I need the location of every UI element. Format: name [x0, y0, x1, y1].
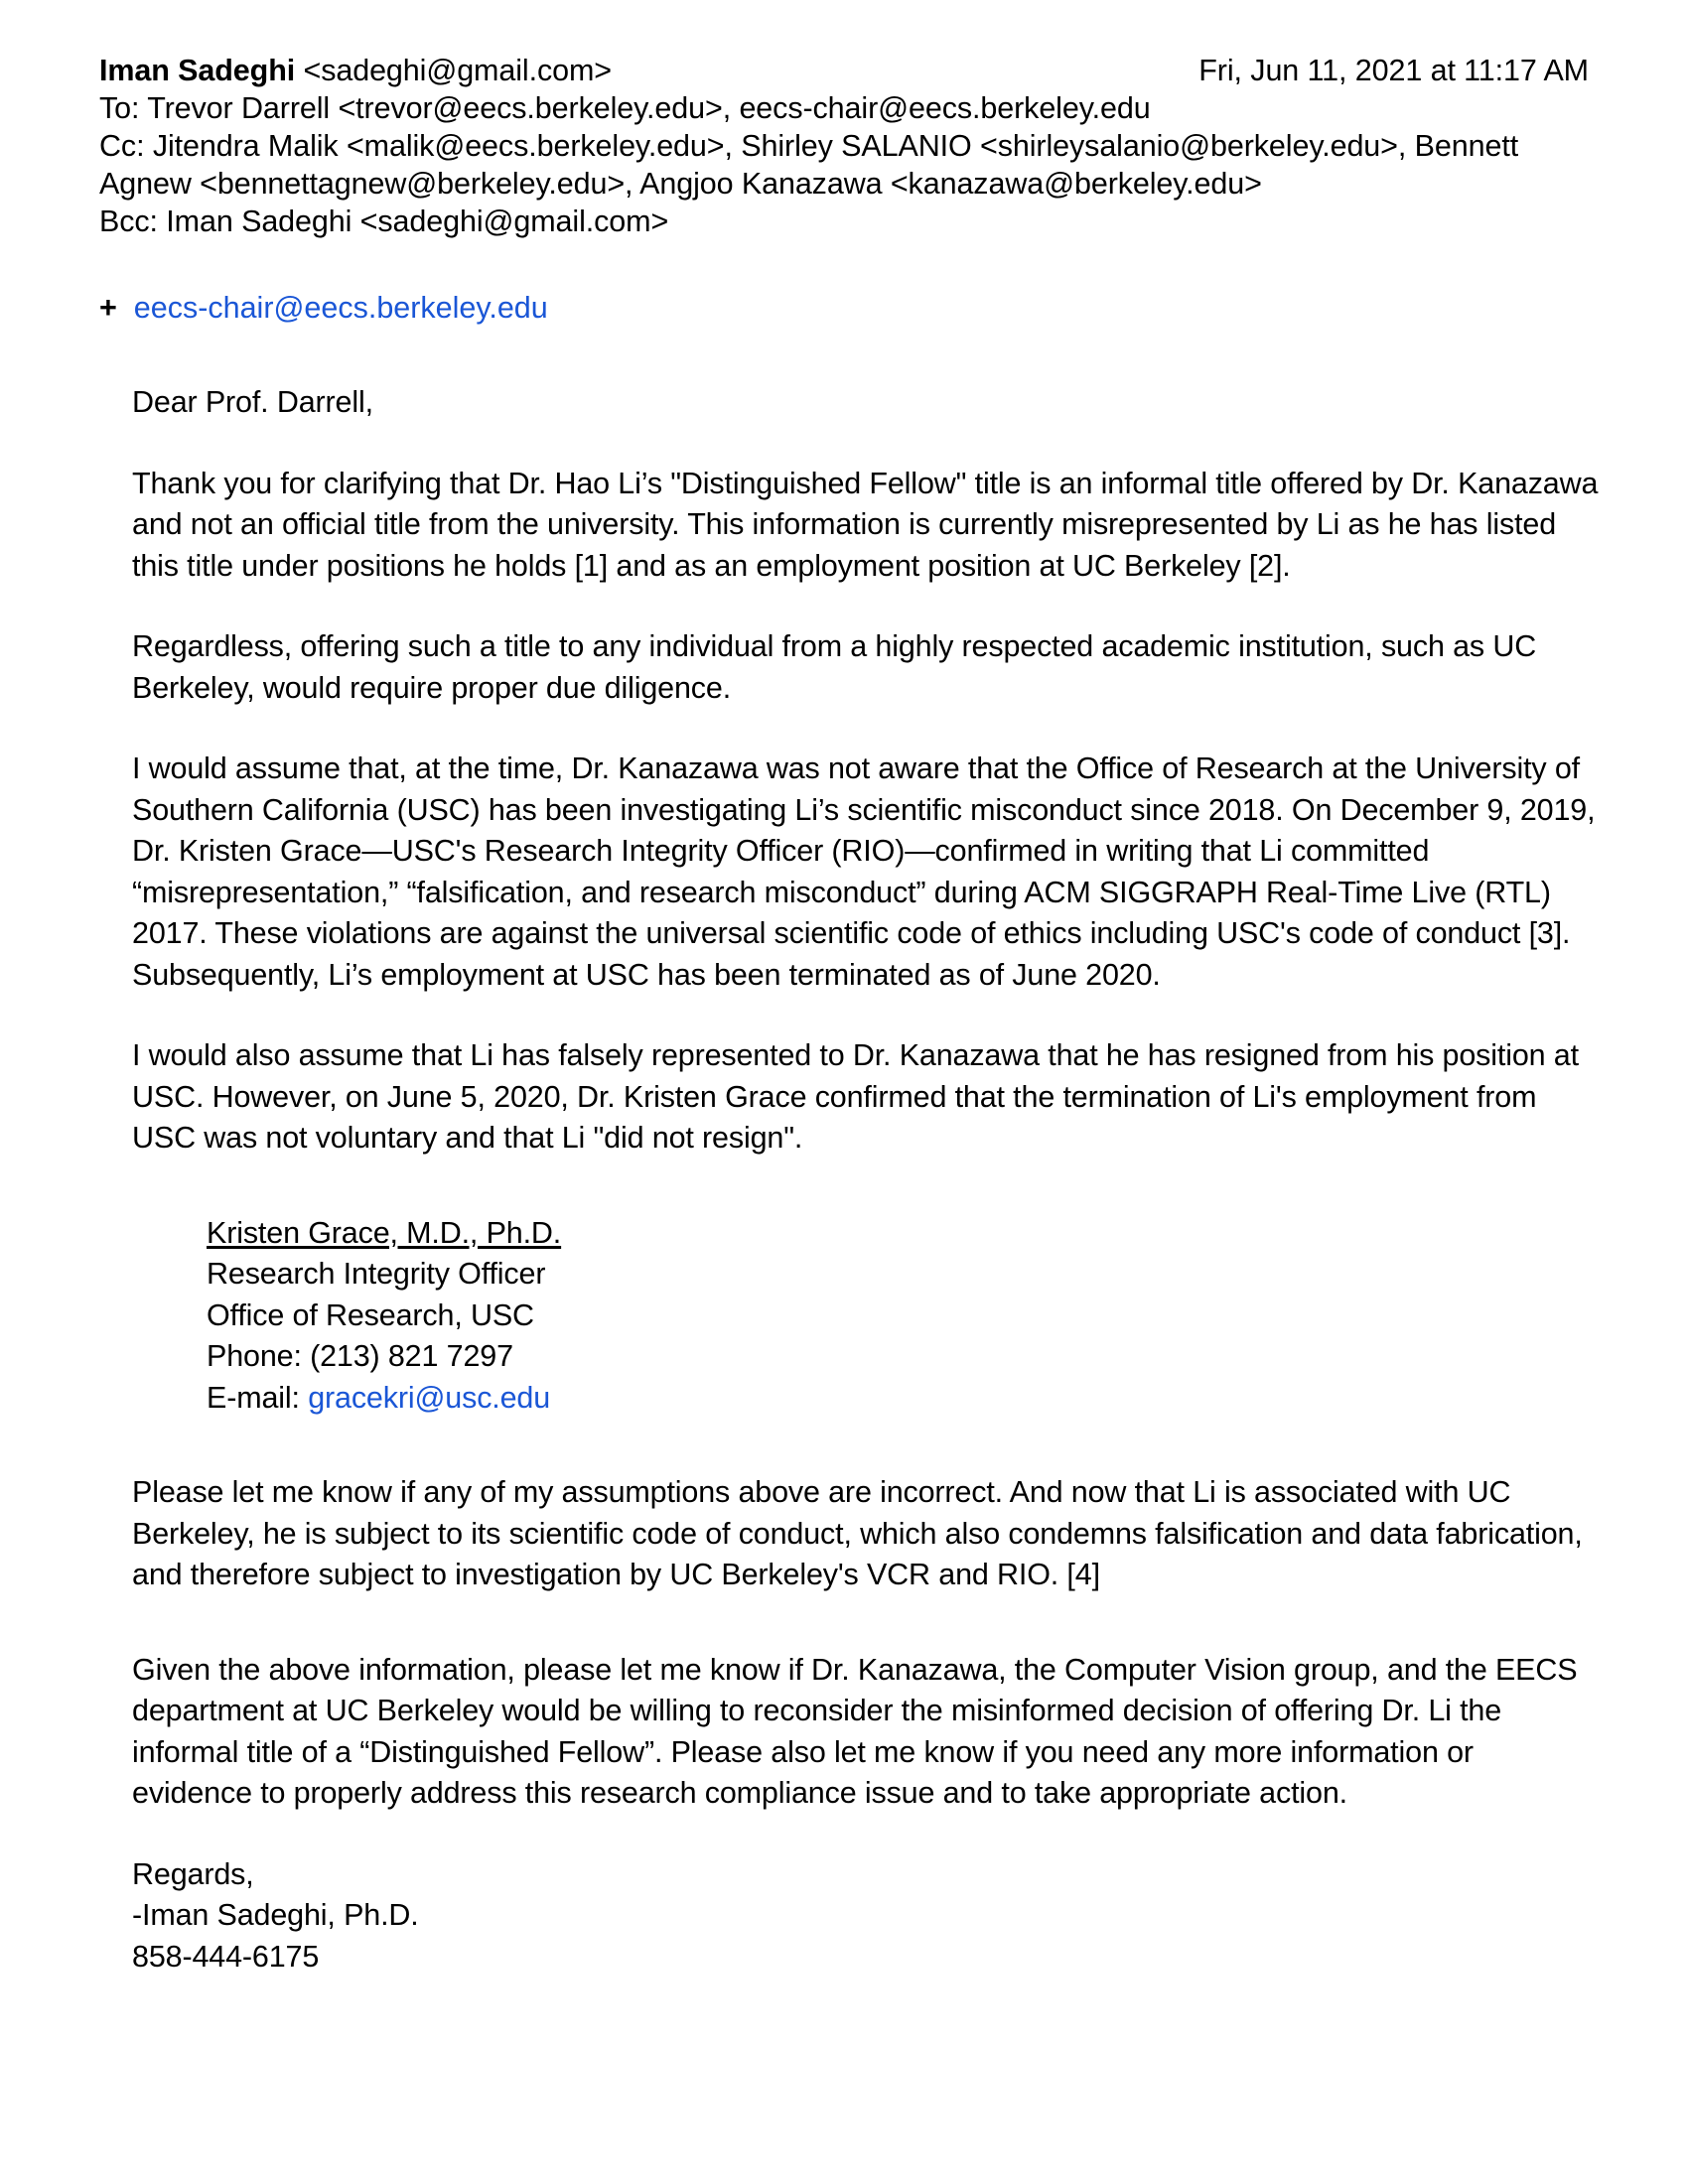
email-date: Fri, Jun 11, 2021 at 11:17 AM	[1198, 54, 1589, 87]
spacer	[132, 1596, 1602, 1650]
sender-address: <sadeghi@gmail.com>	[303, 54, 612, 87]
greeting-line: Dear Prof. Darrell,	[132, 385, 373, 419]
spacer	[132, 1419, 1602, 1472]
spacer	[132, 424, 1602, 464]
email-header	[99, 52, 1589, 240]
body-paragraph-6: Given the above information, please let me know if Dr. Kanazawa, the Computer Vision group, and the EECS department at UC Berkeley would be willing to reconsider the misinformed decision of offering Dr. Li the informal title of a “Distinguished Fellow”. Please also let me know if you need any more information or evidence to properly address this research compliance issue and to take appropriate action.	[132, 1652, 1578, 1810]
spacer	[132, 709, 1602, 749]
quoted-signature-name: Kristen Grace, M.D., Ph.D.	[207, 1215, 562, 1250]
header-top-row	[99, 52, 1589, 89]
recipient-cc-line: Cc: Jitendra Malik <malik@eecs.berkeley.edu>, Shirley SALANIO <shirleysalanio@berkeley.edu>, Bennett Agnew <bennettagnew@berkeley.edu>, Angjoo Kanazawa <kanazawa@berkeley.edu>	[99, 129, 1519, 201]
quoted-signature-email-row	[207, 1378, 1602, 1420]
body-paragraph-3: I would assume that, at the time, Dr. Kanazawa was not aware that the Office of Research at the University of Southern California (USC) has been investigating Li’s scientific misconduct since 2018. On December 9, 2019, Dr. Kristen Grace—USC's Research Integrity Officer (RIO)—confirmed in writing that Li committed “misrepresentation,” “falsification, and research misconduct” during ACM SIGGRAPH Real-Time Live (RTL) 2017. These violations are against the universal scientific code of ethics including USC's code of conduct [3]. Subsequently, Li’s employment at USC has been terminated as of June 2020.	[132, 751, 1596, 992]
added-recipient-link[interactable]: eecs-chair@eecs.berkeley.edu	[133, 291, 548, 325]
spacer	[132, 329, 1602, 382]
sender-name: Iman Sadeghi	[99, 54, 296, 87]
email-body	[132, 329, 1602, 1978]
added-recipient-row	[99, 288, 1589, 329]
spacer	[132, 996, 1602, 1035]
recipient-to-line: To: Trevor Darrell <trevor@eecs.berkeley.edu>, eecs-chair@eecs.berkeley.edu	[99, 91, 1151, 125]
quoted-signature-block	[207, 1213, 1602, 1420]
spacer	[132, 1815, 1602, 1854]
closing-regards: Regards,	[132, 1856, 254, 1891]
closing-signer: -Iman Sadeghi, Ph.D.	[132, 1898, 419, 1932]
closing-block	[132, 1854, 1602, 1979]
body-paragraph-4: I would also assume that Li has falsely represented to Dr. Kanazawa that he has resigned from his position at USC. However, on June 5, 2020, Dr. Kristen Grace confirmed that the termination of Li's employment from USC was not voluntary and that Li "did not resign".	[132, 1038, 1579, 1155]
body-paragraph-1: Thank you for clarifying that Dr. Hao Li’s "Distinguished Fellow" title is an informal title offered by Dr. Kanazawa and not an official title from the university. This information is currently misrepresented by Li as he has listed this title under positions he holds [1] and as an employment position at UC Berkeley [2].	[132, 466, 1599, 583]
quoted-signature-phone: Phone: (213) 821 7297	[207, 1339, 513, 1373]
plus-sign: +	[99, 291, 117, 325]
quoted-signature-email-link[interactable]: gracekri@usc.edu	[308, 1380, 551, 1415]
spacer	[132, 587, 1602, 626]
quoted-signature-title: Research Integrity Officer	[207, 1257, 546, 1291]
sender-line	[99, 52, 612, 89]
spacer	[132, 1160, 1602, 1213]
body-paragraph-2: Regardless, offering such a title to any individual from a highly respected academic institution, such as UC Berkeley, would require proper due diligence.	[132, 629, 1537, 705]
quoted-signature-email-label: E-mail:	[207, 1380, 300, 1415]
closing-phone: 858-444-6175	[132, 1939, 320, 1974]
recipient-bcc-line: Bcc: Iman Sadeghi <sadeghi@gmail.com>	[99, 205, 669, 238]
quoted-signature-office: Office of Research, USC	[207, 1297, 534, 1332]
body-paragraph-5: Please let me know if any of my assumptions above are incorrect. And now that Li is associated with UC Berkeley, he is subject to its scientific code of conduct, which also condemns falsification and data fabrication, and therefore subject to investigation by UC Berkeley's VCR and RIO. [4]	[132, 1475, 1583, 1591]
